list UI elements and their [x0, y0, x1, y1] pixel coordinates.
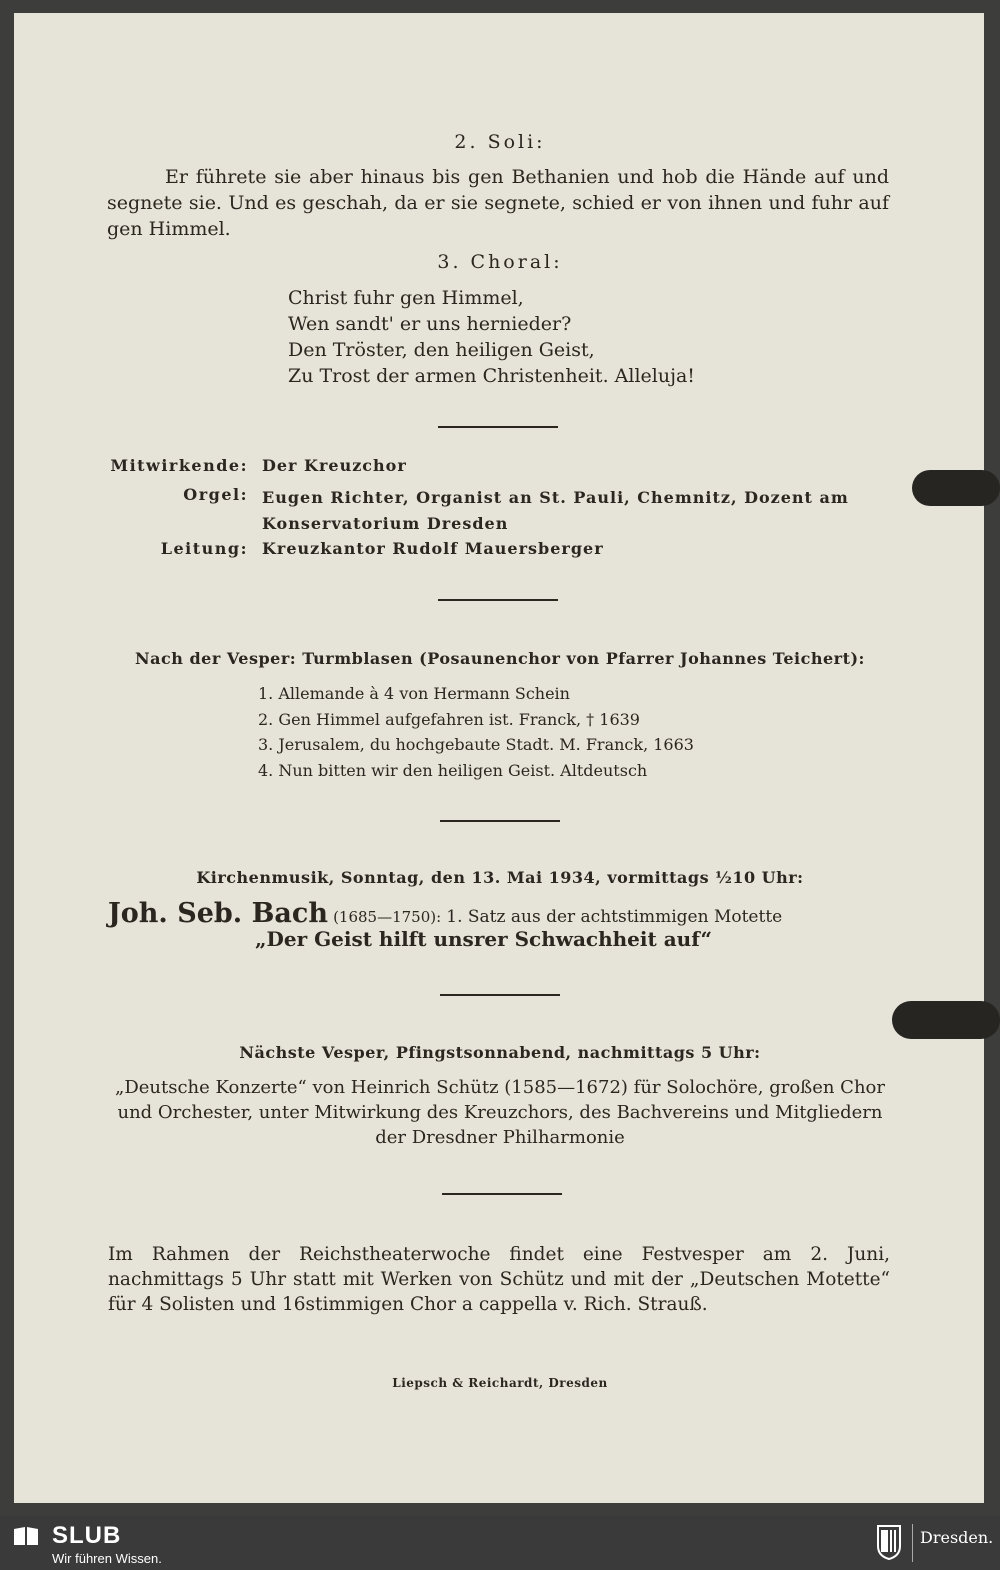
work-description: 1. Satz aus der achtstimmigen Motette: [446, 907, 783, 927]
soli-text: Er führete sie aber hinaus bis gen Bethanien und hob die Hände auf und segnete sie. Und es geschah, da er sie segnete, schied er von ihnen und fuhr auf gen Himmel.: [107, 166, 889, 240]
composer-name: Joh. Seb. Bach: [108, 898, 328, 929]
credit-value: Der Kreuzchor: [262, 456, 407, 475]
list-item: 2. Gen Himmel aufgefahren ist. Franck, † 1639: [258, 709, 640, 729]
punch-hole-1: [912, 470, 1000, 506]
credit-value: Kreuzkantor Rudolf Mauersberger: [262, 539, 604, 558]
choral-heading: 3. Choral:: [437, 251, 563, 273]
credit-value: Eugen Richter, Organist an St. Pauli, Chemnitz, Dozent am Konservatorium Dresden: [262, 488, 849, 533]
divider: [438, 599, 558, 601]
choral-line: Zu Trost der armen Christenheit. Alleluja!: [288, 365, 695, 387]
list-item: 3. Jerusalem, du hochgebaute Stadt. M. Franck, 1663: [258, 735, 694, 754]
divider: [438, 426, 558, 428]
choral-line: Den Tröster, den heiligen Geist,: [288, 339, 595, 361]
footer-bar: [0, 1516, 1000, 1570]
list-item: 4. Nun bitten wir den heiligen Geist. Altdeutsch: [258, 760, 648, 780]
after-list: [258, 681, 694, 783]
punch-hole-2: [892, 1001, 1000, 1039]
footer-divider: [912, 1524, 913, 1562]
choral-line: Wen sandt' er uns hernieder?: [288, 313, 572, 335]
book-icon: [12, 1525, 40, 1547]
festvesper-text: Im Rahmen der Reichstheaterwoche findet eine Festvesper am 2. Juni, nachmittags 5 Uhr statt mit Werken von Schütz und mit der „Deutschen Motette“ für 4 Solisten und 16stimmigen Chor a cappella v. Rich. Strauß.: [108, 1244, 890, 1315]
divider: [440, 994, 560, 996]
kirchenmusik-heading: Kirchenmusik, Sonntag, den 13. Mai 1934, vormittags ½10 Uhr:: [196, 868, 804, 887]
kirchenmusik-work: [108, 898, 898, 929]
soli-heading: 2. Soli:: [454, 131, 546, 153]
choral-verse: [288, 285, 695, 389]
next-heading: Nächste Vesper, Pfingstsonnabend, nachmittags 5 Uhr:: [239, 1043, 761, 1062]
coat-of-arms-icon: [876, 1524, 902, 1560]
choral-line: Christ fuhr gen Himmel,: [288, 287, 524, 309]
divider: [442, 1193, 562, 1195]
footer-tagline: Wir führen Wissen.: [52, 1551, 162, 1566]
credit-label: Mitwirkende:: [110, 456, 248, 475]
printer-imprint: Liepsch & Reichardt, Dresden: [392, 1376, 608, 1390]
credit-label: Orgel:: [183, 485, 248, 504]
next-text: „Deutsche Konzerte“ von Heinrich Schütz (1585—1672) für Solochöre, großen Chor und Orchester, unter Mitwirkung des Kreuzchors, des Bachvereins und Mitgliedern der Dresdner Philharmonie: [115, 1077, 885, 1148]
footer-brand[interactable]: SLUB: [52, 1522, 122, 1549]
credit-label: Leitung:: [160, 539, 248, 558]
list-item: 1. Allemande à 4 von Hermann Schein: [258, 684, 570, 703]
footer-partner[interactable]: Dresden.: [920, 1528, 994, 1547]
composer-dates: (1685—1750):: [333, 908, 442, 926]
work-title: „Der Geist hilft unsrer Schwachheit auf“: [255, 927, 712, 951]
divider: [440, 820, 560, 822]
after-heading: Nach der Vesper: Turmblasen (Posaunenchor von Pfarrer Johannes Teichert):: [135, 649, 865, 668]
